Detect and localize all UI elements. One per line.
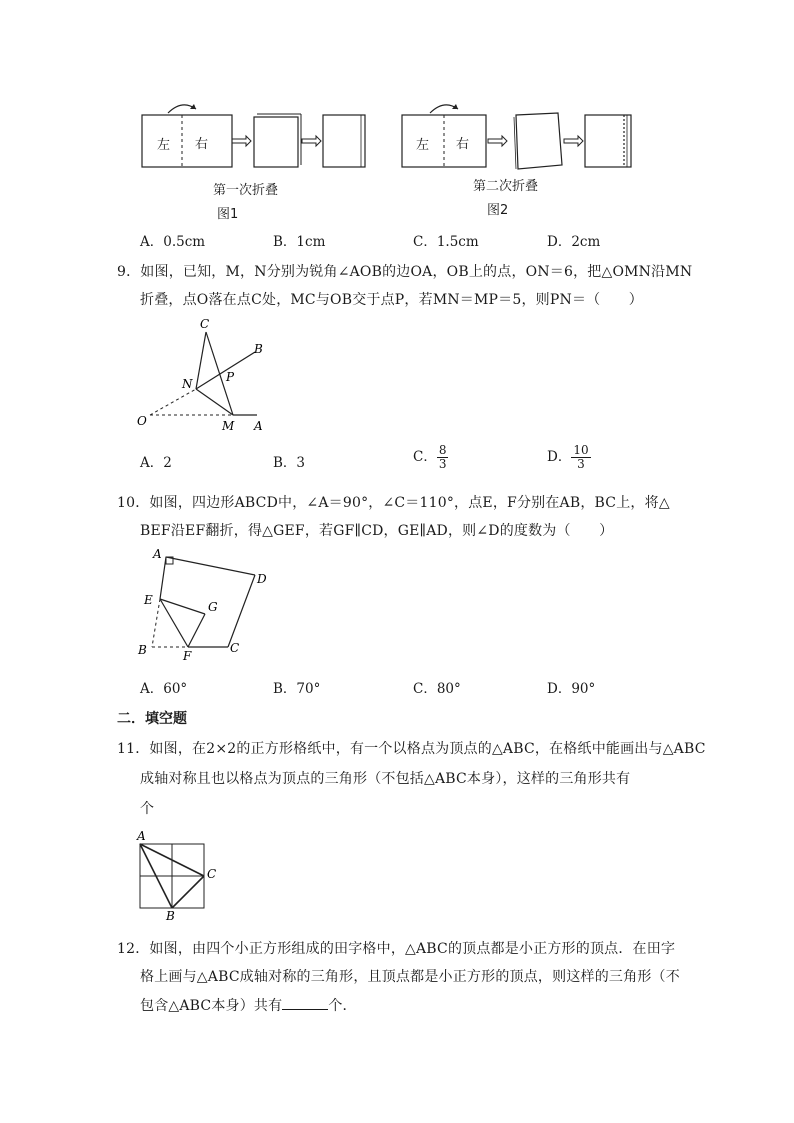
q9-option-d-denominator: 3	[577, 457, 585, 471]
q8-option-c: C．1.5cm	[413, 234, 479, 250]
q12-text-line2: 格上画与△ABC成轴对称的三角形，且顶点都是小正方形的顶点，则这样的三角形（不	[140, 969, 680, 985]
q9-text-line2: 折叠，点O落在点C处，MC与OB交于点P，若MN＝MP＝5，则PN＝（ ）	[140, 292, 643, 308]
q12-line3-pre: 包含△ABC本身）共有	[140, 998, 283, 1014]
fig2-step-caption: 第二次折叠	[473, 179, 539, 194]
q9-option-d	[547, 444, 591, 471]
fig2-paper	[402, 104, 486, 167]
fig1-step-caption: 第一次折叠	[213, 183, 279, 198]
q11-label-c: C	[207, 867, 217, 881]
q8-option-b: B．1cm	[273, 234, 326, 250]
q9-text-line1: 9．如图，已知，M，N分别为锐角∠AOB的边OA，OB上的点，ON＝6，把△OMN沿MN	[117, 264, 693, 280]
q9-option-b: B．3	[273, 455, 306, 471]
q10-label-d: D	[257, 572, 267, 586]
fig1-right-label: 右	[195, 137, 209, 152]
q9-figure	[130, 312, 280, 437]
q11-text-line3: 个	[140, 801, 155, 817]
q9-label-n: N	[182, 377, 193, 391]
fig2-folded	[585, 115, 631, 167]
q12-line3-post: 个．	[328, 998, 357, 1014]
fig1-arrow-2-icon	[302, 136, 321, 146]
q9-label-p: P	[226, 370, 235, 384]
q9-option-c-prefix: C．	[413, 449, 437, 465]
q9-label-c: C	[200, 317, 210, 331]
fig1-half-folded	[254, 114, 301, 167]
fig1-arrow-1-icon	[232, 136, 251, 146]
fig1-paper	[142, 104, 232, 167]
fig1-caption: 图1	[217, 207, 239, 222]
q9-option-a: A．2	[140, 455, 172, 471]
q10-option-c: C．80°	[413, 681, 461, 697]
q9-option-c	[413, 444, 448, 471]
q8-option-a: A．0.5cm	[140, 234, 206, 250]
q9-option-d-fraction	[571, 444, 590, 471]
q11-text-line1: 11．如图，在2×2的正方形格纸中，有一个以格点为顶点的△ABC，在格纸中能画出与△ABC	[117, 741, 706, 757]
q12-text-line3	[140, 995, 357, 1015]
fig1-left-label: 左	[157, 138, 171, 153]
q10-option-a: A．60°	[140, 681, 188, 697]
fig2-arrow-1-icon	[488, 136, 507, 146]
section-title: 二．填空题	[117, 711, 187, 727]
fig2-right-label: 右	[456, 137, 470, 152]
q11-grid-figure	[130, 826, 230, 924]
q11-label-b: B	[166, 909, 175, 923]
q8-option-d: D．2cm	[547, 234, 601, 250]
q10-label-c: C	[230, 641, 240, 655]
fig2-half-folded	[514, 113, 562, 169]
q9-option-d-numerator: 10	[573, 443, 589, 457]
fig2-arrow-2-icon	[564, 136, 583, 146]
q9-option-c-fraction	[437, 444, 449, 471]
q9-label-a: A	[254, 419, 263, 433]
folding-figure	[130, 95, 650, 225]
q10-option-d: D．90°	[547, 681, 596, 697]
q12-text-line1: 12．如图，由四个小正方形组成的田字格中，△ABC的顶点都是小正方形的顶点．在田字	[117, 941, 676, 957]
q11-label-a: A	[137, 829, 146, 843]
q9-option-d-prefix: D．	[547, 449, 572, 465]
fig2-left-label: 左	[416, 138, 430, 153]
fig1-folded	[323, 115, 365, 167]
answer-blank[interactable]	[282, 997, 328, 1010]
q9-label-b: B	[254, 342, 263, 356]
q9-option-c-numerator: 8	[438, 443, 447, 457]
q10-label-a: A	[153, 547, 162, 561]
fig2-caption: 图2	[487, 203, 509, 218]
q9-option-c-denominator: 3	[438, 457, 447, 471]
q10-text-line1: 10．如图，四边形ABCD中，∠A＝90°，∠C＝110°，点E，F分别在AB，BC上，将△	[117, 495, 670, 511]
q10-label-b: B	[138, 643, 147, 657]
q11-text-line2: 成轴对称且也以格点为顶点的三角形（不包括△ABC本身），这样的三角形共有	[140, 771, 631, 787]
q9-label-o: O	[137, 414, 147, 428]
q10-label-f: F	[183, 649, 192, 663]
q9-label-m: M	[222, 419, 235, 433]
q10-label-e: E	[144, 593, 153, 607]
q10-text-line2: BEF沿EF翻折，得△GEF，若GF∥CD，GE∥AD，则∠D的度数为（ ）	[140, 523, 614, 539]
q10-figure	[130, 542, 280, 664]
q10-label-g: G	[208, 600, 218, 614]
q10-option-b: B．70°	[273, 681, 321, 697]
